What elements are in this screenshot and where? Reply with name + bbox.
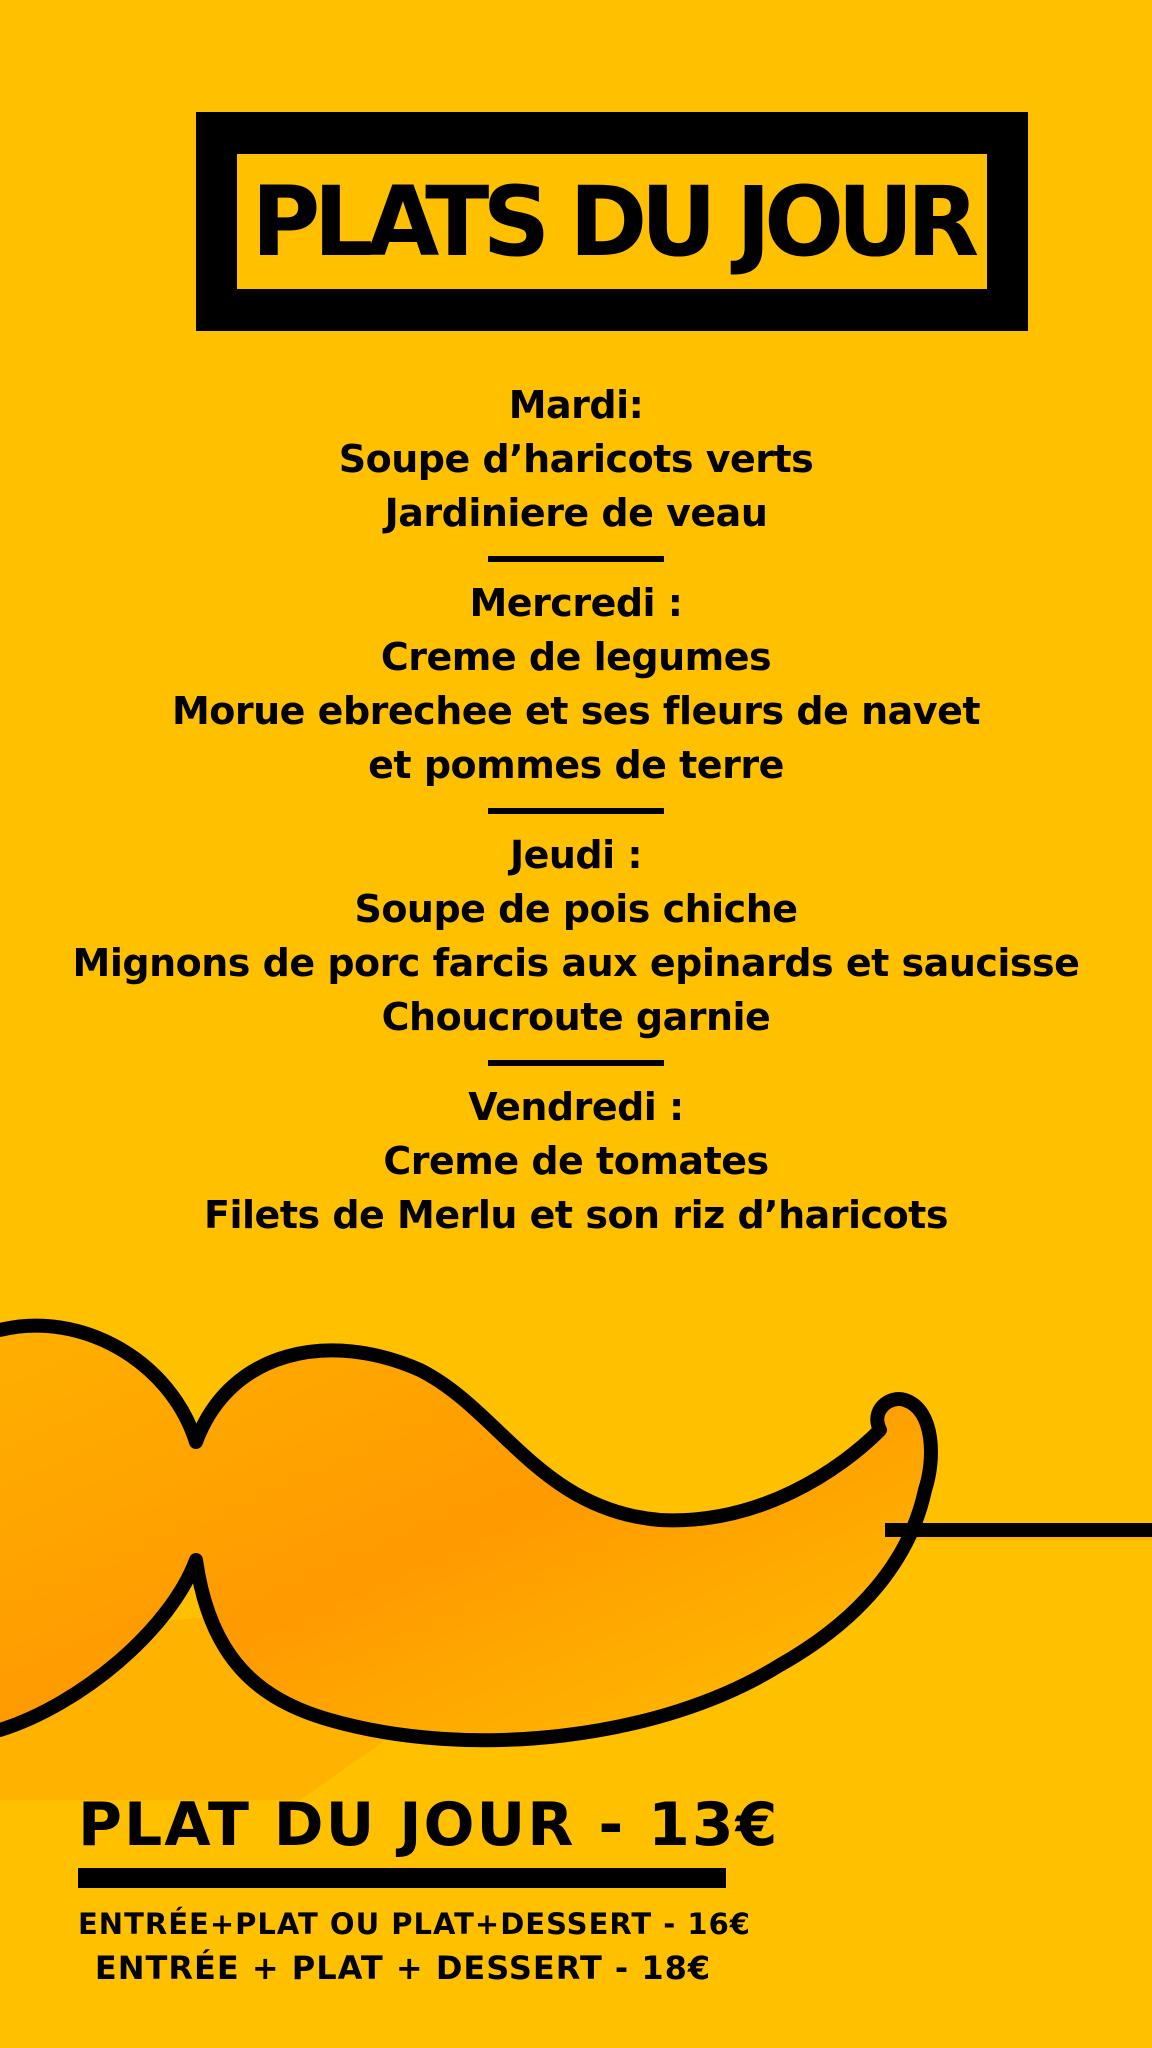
dish: Jardiniere de veau <box>384 491 768 535</box>
divider <box>488 808 664 814</box>
divider <box>488 1060 664 1066</box>
day-block-mardi <box>0 378 1152 540</box>
day-block-mercredi <box>0 576 1152 792</box>
day-heading: Vendredi : <box>468 1085 684 1129</box>
price-divider <box>78 1868 726 1888</box>
dish: Mignons de porc farcis aux epinards et saucisse <box>72 941 1080 985</box>
dish: Filets de Merlu et son riz d’haricots <box>204 1193 948 1237</box>
day-heading: Jeudi : <box>509 833 643 877</box>
dish: Creme de tomates <box>383 1139 769 1183</box>
dish: Choucroute garnie <box>381 995 771 1039</box>
dish: Morue ebrechee et ses fleurs de navet <box>171 689 981 733</box>
price-combo-1: ENTRÉE+PLAT OU PLAT+DESSERT - 16€ <box>78 1907 751 1941</box>
day-heading: Mercredi : <box>469 581 683 625</box>
title-inner <box>237 154 987 289</box>
day-block-vendredi <box>0 1080 1152 1242</box>
divider <box>488 556 664 562</box>
dish: et pommes de terre <box>368 743 784 787</box>
daily-menu <box>0 378 1152 1242</box>
price-combo-2: ENTRÉE + PLAT + DESSERT - 18€ <box>94 1949 712 1987</box>
pricing-block <box>78 1790 780 1990</box>
day-heading: Mardi: <box>508 383 644 427</box>
day-block-jeudi <box>0 828 1152 1044</box>
dish: Soupe d’haricots verts <box>338 437 814 481</box>
price-main: PLAT DU JOUR - 13€ <box>78 1790 780 1860</box>
dish: Soupe de pois chiche <box>354 887 798 931</box>
dish: Creme de legumes <box>380 635 772 679</box>
mustache-icon <box>0 1290 1152 1820</box>
page-title: PLATS DU JOUR <box>251 165 973 278</box>
title-frame <box>196 112 1028 331</box>
